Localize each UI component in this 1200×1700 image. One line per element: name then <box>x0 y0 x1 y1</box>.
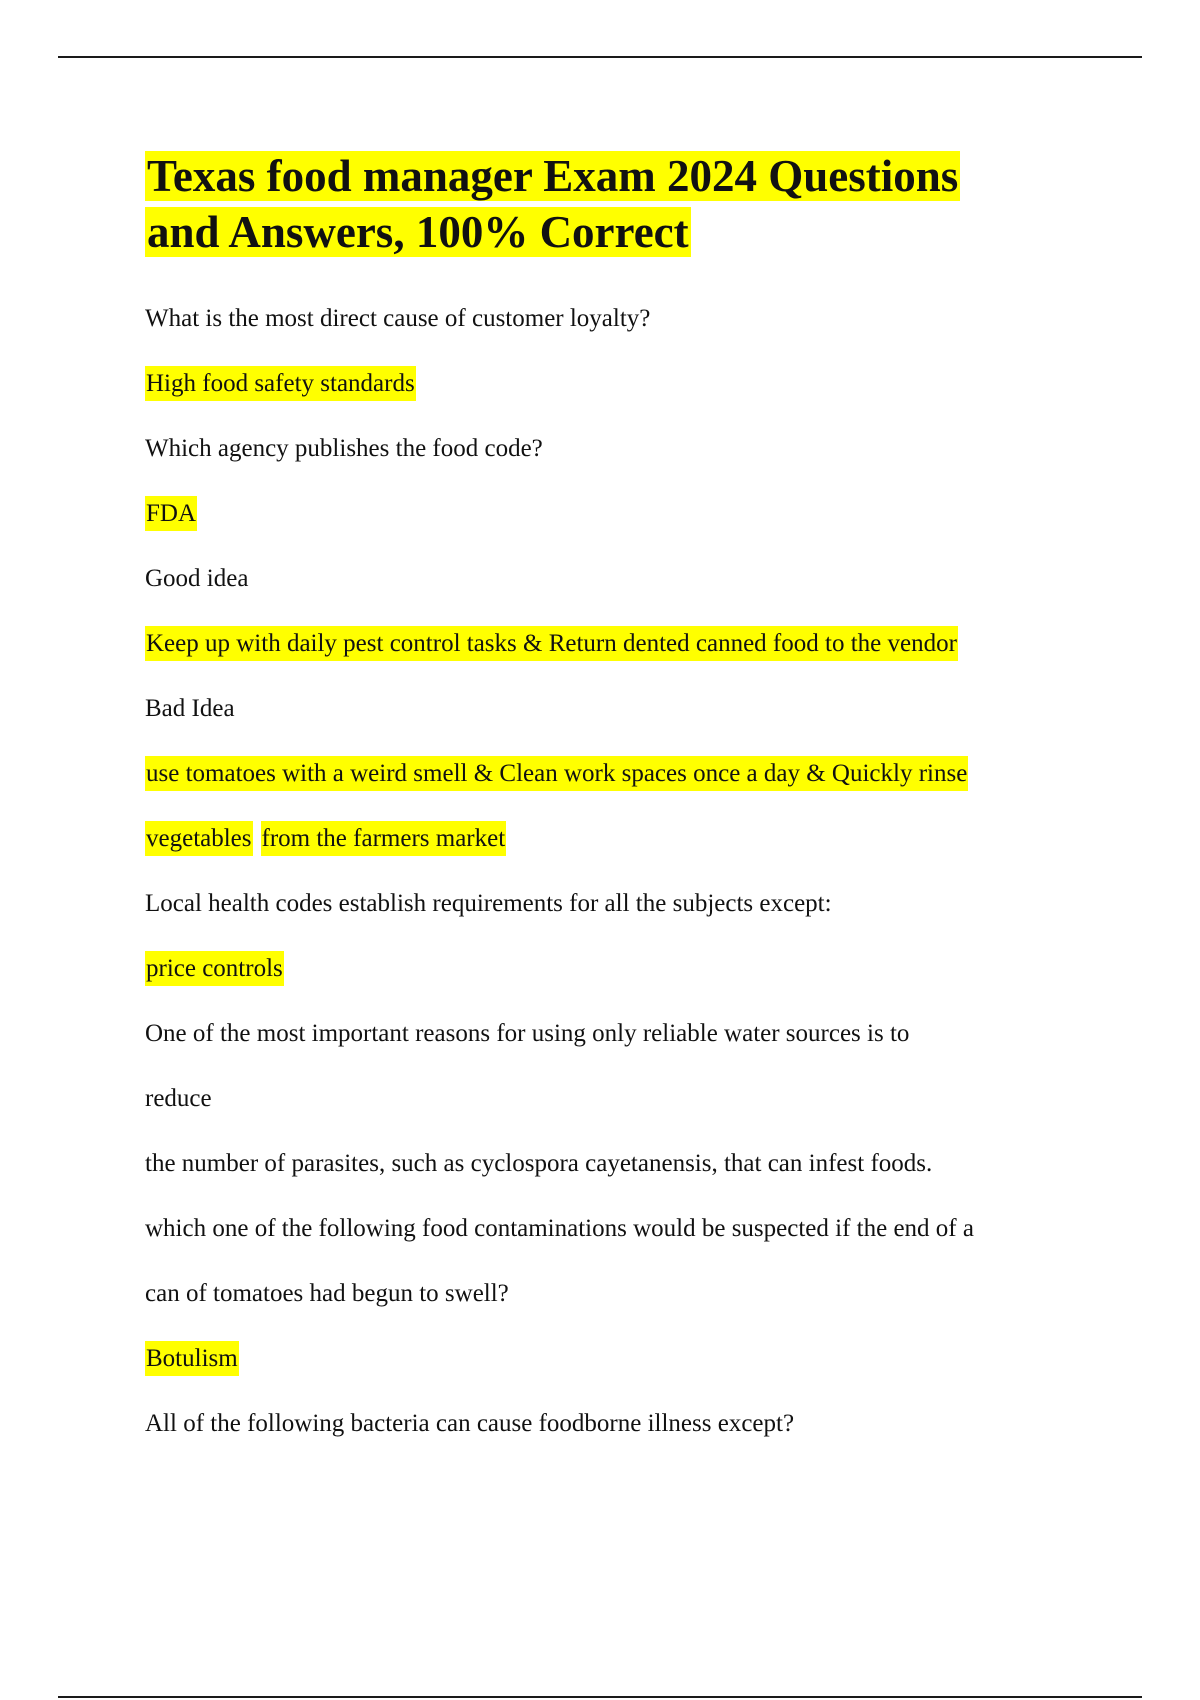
document-body <box>145 148 1105 1456</box>
question-line: can of tomatoes had begun to swell? <box>145 1280 509 1307</box>
question-line: All of the following bacteria can cause foodborne illness except? <box>145 1410 795 1437</box>
question-line: Which agency publishes the food code? <box>145 435 543 462</box>
answer-highlight: FDA <box>145 496 197 531</box>
question-line: Local health codes establish requirements for all the subjects except: <box>145 890 832 917</box>
question-line: What is the most direct cause of customer loyalty? <box>145 305 651 332</box>
answer-highlight: use tomatoes with a weird smell & Clean work spaces once a day & Quickly rinse <box>145 756 968 791</box>
answer-highlight: High food safety standards <box>145 366 416 401</box>
question-line: reduce <box>145 1085 212 1112</box>
question-line: Bad Idea <box>145 695 235 722</box>
answer-line <box>145 806 1105 871</box>
answer-line <box>145 481 1105 546</box>
answer-highlight: vegetables <box>145 821 253 856</box>
bottom-rule <box>58 1696 1142 1698</box>
answer-line <box>145 611 1105 676</box>
question-line: which one of the following food contaminations would be suspected if the end of a <box>145 1215 974 1242</box>
answer-line <box>145 1326 1105 1391</box>
answer-line <box>145 351 1105 416</box>
answer-line: the number of parasites, such as cyclospora cayetanensis, that can infest foods. <box>145 1150 933 1177</box>
answer-line <box>145 936 1105 1001</box>
document-title <box>145 148 1105 260</box>
answer-highlight: from the farmers market <box>261 821 507 856</box>
title-line-1: Texas food manager Exam 2024 Questions <box>147 151 959 201</box>
top-rule <box>58 56 1142 58</box>
question-line: Good idea <box>145 565 249 592</box>
question-line: One of the most important reasons for using only reliable water sources is to <box>145 1020 910 1047</box>
title-line-2: and Answers, 100% Correct <box>147 207 689 257</box>
answer-highlight: price controls <box>145 951 284 986</box>
answer-line <box>145 741 1105 806</box>
answer-highlight: Keep up with daily pest control tasks & Return dented canned food to the vendor <box>145 626 958 661</box>
answer-highlight: Botulism <box>145 1341 239 1376</box>
